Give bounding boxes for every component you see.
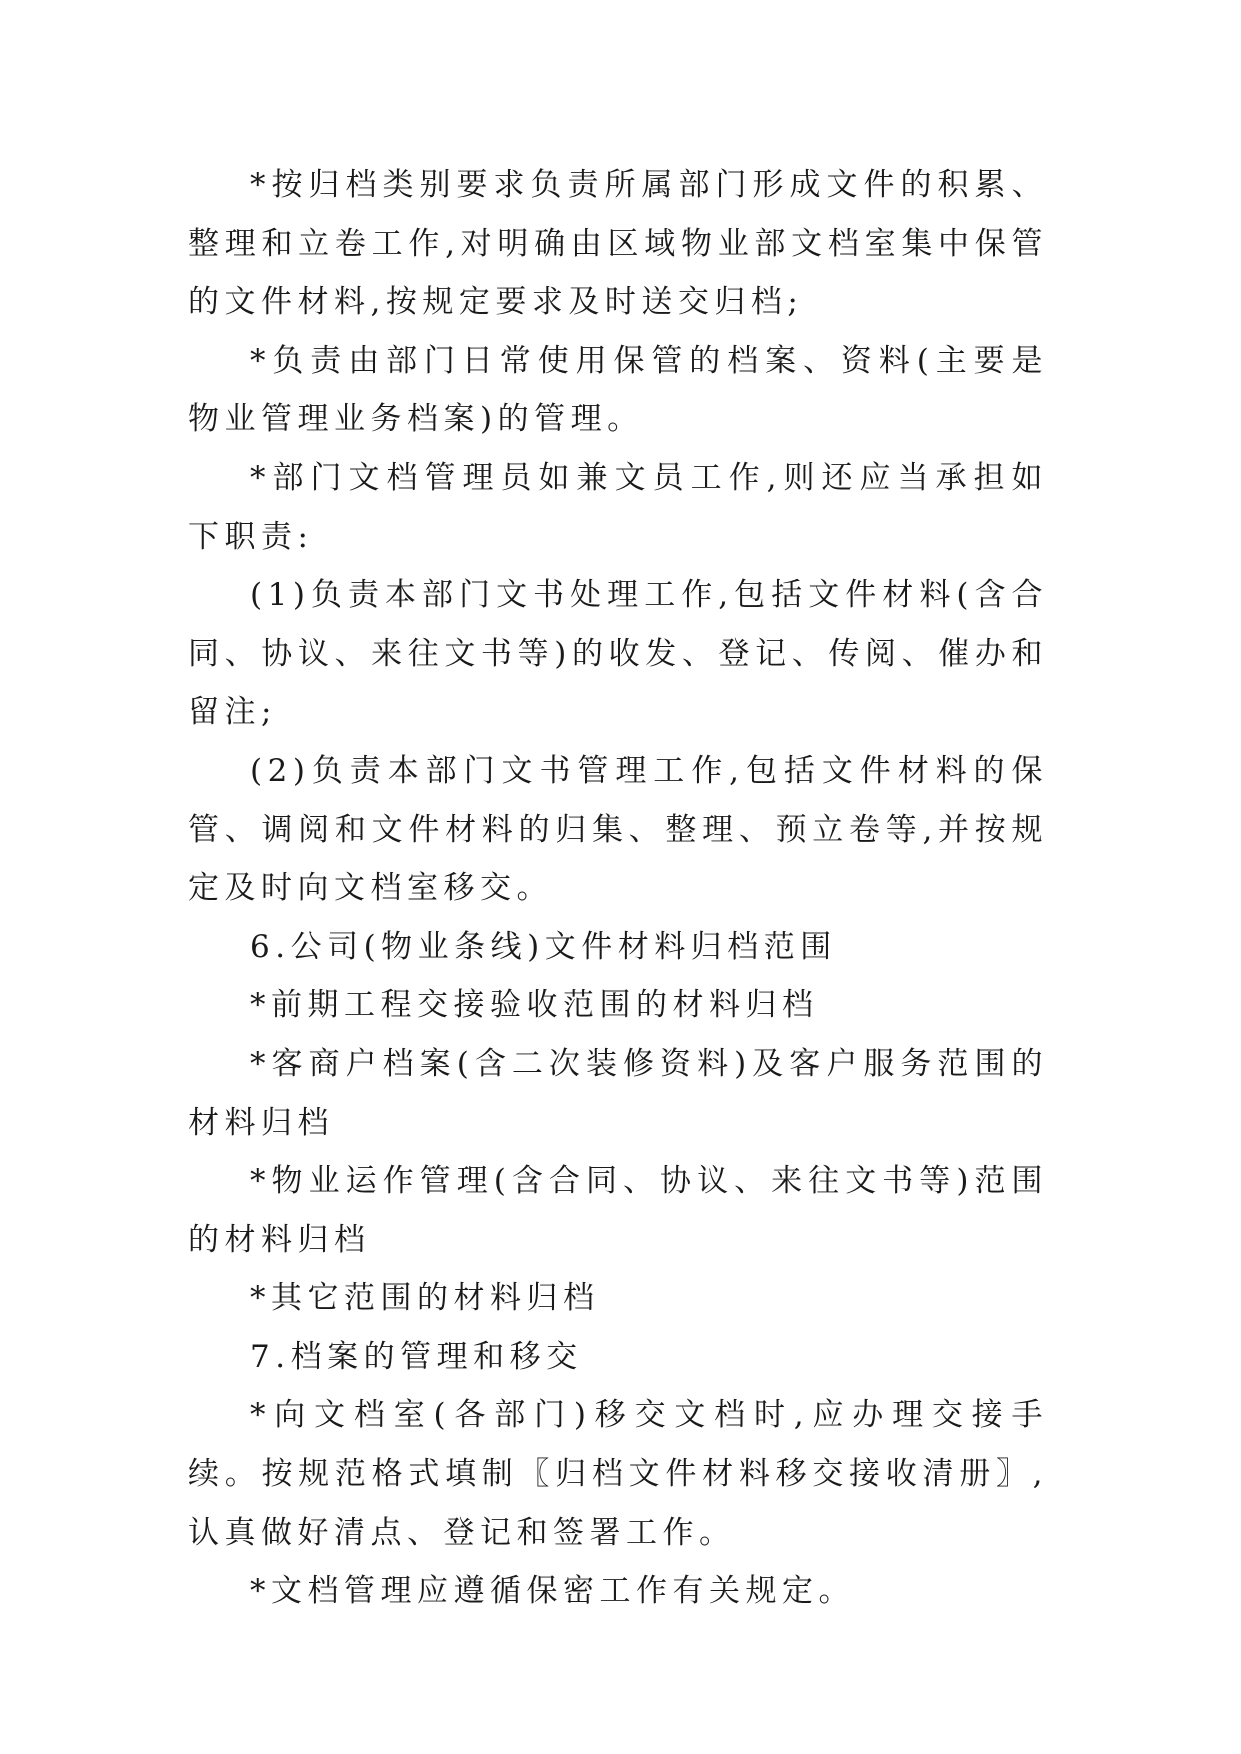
section-heading-7: 7.档案的管理和移交 [250,1338,583,1375]
section-heading-6: 6.公司(物业条线)文件材料归档范围 [250,928,837,965]
paragraph-confidentiality: *文档管理应遵循保密工作有关规定。 [250,1573,855,1610]
paragraph-archive-management: *负责由部门日常使用保管的档案、资料(主要是物业管理业务档案)的管理。 [188,342,1048,438]
paragraph-scope-operations: *物业运作管理(含合同、协议、来往文书等)范围的材料归档 [188,1163,1048,1258]
paragraph-scope-other: *其它范围的材料归档 [250,1280,600,1317]
paragraph-duty-1: (1)负责本部门文书处理工作,包括文件材料(含合同、协议、来往文书等)的收发、登记、传阅、催办和留注; [188,577,1048,731]
paragraph-filing-duty: *按归档类别要求负责所属部门形成文件的积累、整理和立卷工作,对明确由区域物业部文档室集中保管的文件材料,按规定要求及时送交归档; [188,167,1048,321]
document-body [188,156,1048,1621]
paragraph-clerk-duties: *部门文档管理员如兼文员工作,则还应当承担如下职责: [188,459,1048,555]
paragraph-scope-customer: *客商户档案(含二次装修资料)及客户服务范围的材料归档 [188,1045,1048,1141]
paragraph-handover: *向文档室(各部门)移交文档时,应办理交接手续。按规范格式填制〖归档文件材料移交接收清册〗,认真做好清点、登记和签署工作。 [188,1397,1048,1551]
paragraph-scope-engineering: *前期工程交接验收范围的材料归档 [250,987,819,1024]
paragraph-duty-2: (2)负责本部门文书管理工作,包括文件材料的保管、调阅和文件材料的归集、整理、预立卷等,并按规定及时向文档室移交。 [188,752,1048,907]
